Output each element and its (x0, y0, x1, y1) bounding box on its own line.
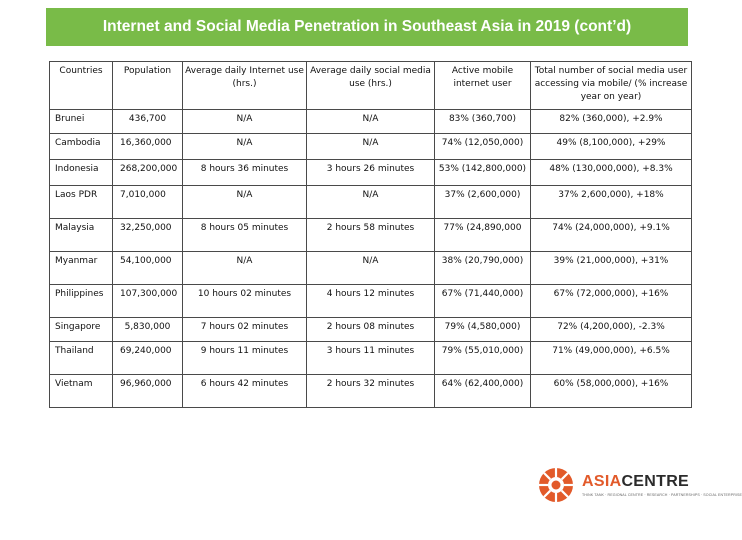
cell-social-media-use: 2 hours 08 minutes (307, 318, 435, 342)
cell-social-mobile: 67% (72,000,000), +16% (531, 285, 692, 318)
cell-social-media-use: N/A (307, 252, 435, 285)
cell-country: Laos PDR (50, 186, 113, 219)
cell-social-media-use: 2 hours 58 minutes (307, 219, 435, 252)
cell-social-mobile: 72% (4,200,000), -2.3% (531, 318, 692, 342)
header-mobile-internet-user: Active mobile internet user (435, 62, 531, 110)
cell-mobile-internet: 79% (55,010,000) (435, 342, 531, 375)
cell-social-media-use: N/A (307, 186, 435, 219)
cell-social-media-use: 4 hours 12 minutes (307, 285, 435, 318)
table-row (50, 186, 692, 219)
cell-mobile-internet: 37% (2,600,000) (435, 186, 531, 219)
cell-internet-use: N/A (183, 252, 307, 285)
table-row (50, 160, 692, 186)
cell-social-mobile: 60% (58,000,000), +16% (531, 375, 692, 408)
cell-population: 54,100,000 (113, 252, 183, 285)
table-row (50, 318, 692, 342)
cell-internet-use: 9 hours 11 minutes (183, 342, 307, 375)
cell-population: 69,240,000 (113, 342, 183, 375)
cell-internet-use: 8 hours 05 minutes (183, 219, 307, 252)
header-population: Population (113, 62, 183, 110)
cell-social-media-use: 2 hours 32 minutes (307, 375, 435, 408)
cell-mobile-internet: 64% (62,400,000) (435, 375, 531, 408)
cell-internet-use: N/A (183, 134, 307, 160)
cell-country: Cambodia (50, 134, 113, 160)
cell-internet-use: N/A (183, 110, 307, 134)
header-internet-use: Average daily Internet use (hrs.) (183, 62, 307, 110)
cell-social-mobile: 49% (8,100,000), +29% (531, 134, 692, 160)
logo-wordmark-asia: ASIA (582, 473, 622, 490)
cell-population: 436,700 (113, 110, 183, 134)
table-row (50, 252, 692, 285)
cell-population: 96,960,000 (113, 375, 183, 408)
penetration-table (49, 61, 692, 408)
cell-social-media-use: N/A (307, 134, 435, 160)
cell-population: 107,300,000 (113, 285, 183, 318)
cell-social-mobile: 74% (24,000,000), +9.1% (531, 219, 692, 252)
asiacentre-logo-mark-icon (538, 467, 574, 503)
cell-country: Singapore (50, 318, 113, 342)
cell-population: 32,250,000 (113, 219, 183, 252)
cell-mobile-internet: 77% (24,890,000 (435, 219, 531, 252)
table-header-row (50, 62, 692, 110)
slide-title: Internet and Social Media Penetration in Southeast Asia in 2019 (cont’d) (46, 8, 688, 46)
cell-mobile-internet: 83% (360,700) (435, 110, 531, 134)
cell-social-mobile: 48% (130,000,000), +8.3% (531, 160, 692, 186)
cell-population: 16,360,000 (113, 134, 183, 160)
header-countries: Countries (50, 62, 113, 110)
cell-country: Myanmar (50, 252, 113, 285)
cell-internet-use: 8 hours 36 minutes (183, 160, 307, 186)
cell-social-media-use: N/A (307, 110, 435, 134)
logo-wordmark (582, 473, 689, 491)
cell-social-mobile: 37% 2,600,000), +18% (531, 186, 692, 219)
logo-tagline: THINK TANK · REGIONAL CENTRE · RESEARCH · PARTNERSHIPS · SOCIAL ENTERPRISE (582, 493, 742, 497)
cell-population: 7,010,000 (113, 186, 183, 219)
cell-mobile-internet: 53% (142,800,000) (435, 160, 531, 186)
table-row (50, 219, 692, 252)
asiacentre-logo (538, 467, 742, 503)
cell-mobile-internet: 38% (20,790,000) (435, 252, 531, 285)
table-row (50, 110, 692, 134)
cell-mobile-internet: 67% (71,440,000) (435, 285, 531, 318)
logo-wordmark-centre: CENTRE (621, 473, 690, 490)
cell-social-media-use: 3 hours 26 minutes (307, 160, 435, 186)
cell-country: Philippines (50, 285, 113, 318)
cell-mobile-internet: 74% (12,050,000) (435, 134, 531, 160)
header-social-media-mobile: Total number of social media user accessing via mobile/ (% increase year on year) (531, 62, 692, 110)
cell-population: 268,200,000 (113, 160, 183, 186)
cell-social-media-use: 3 hours 11 minutes (307, 342, 435, 375)
cell-mobile-internet: 79% (4,580,000) (435, 318, 531, 342)
table-row (50, 285, 692, 318)
table-row (50, 375, 692, 408)
table-row (50, 134, 692, 160)
cell-country: Thailand (50, 342, 113, 375)
cell-social-mobile: 82% (360,000), +2.9% (531, 110, 692, 134)
cell-country: Vietnam (50, 375, 113, 408)
cell-country: Brunei (50, 110, 113, 134)
cell-internet-use: N/A (183, 186, 307, 219)
cell-country: Indonesia (50, 160, 113, 186)
cell-social-mobile: 71% (49,000,000), +6.5% (531, 342, 692, 375)
cell-social-mobile: 39% (21,000,000), +31% (531, 252, 692, 285)
cell-internet-use: 7 hours 02 minutes (183, 318, 307, 342)
header-social-media-use: Average daily social media use (hrs.) (307, 62, 435, 110)
cell-internet-use: 10 hours 02 minutes (183, 285, 307, 318)
cell-population: 5,830,000 (113, 318, 183, 342)
cell-internet-use: 6 hours 42 minutes (183, 375, 307, 408)
table-row (50, 342, 692, 375)
cell-country: Malaysia (50, 219, 113, 252)
